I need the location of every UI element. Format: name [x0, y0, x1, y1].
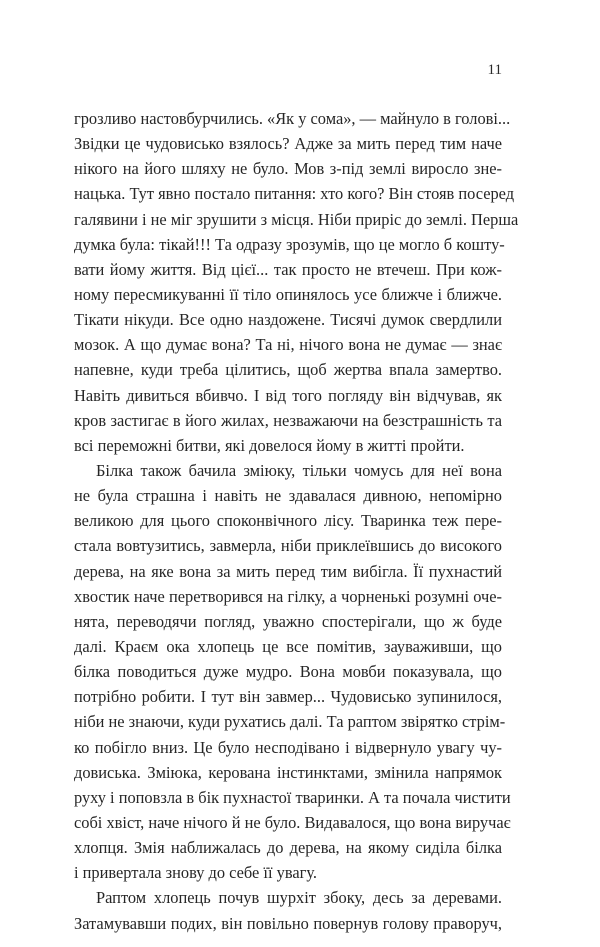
text-line: потрібно робити. І тут він завмер... Чудовисько зупинилося,: [74, 687, 502, 707]
text-line: всі переможні битви, які довелося йому в житті пройти.: [74, 435, 465, 455]
text-line: думка була: тікай!!! Та одразу зрозумів, що це могло б кошту-: [74, 234, 505, 254]
text-line: Навіть дивиться вбивчо. І від того погляду він відчував, як: [74, 385, 502, 405]
text-line: і привертала знову до себе її увагу.: [74, 863, 317, 883]
text-line: кров застигає в його жилах, незважаючи на безстрашність та: [74, 410, 502, 430]
text-line: мозок. А що думає вона? Та ні, нічого вона не думає — знає: [74, 335, 502, 355]
body-text: [74, 106, 519, 936]
text-line: вати йому життя. Від цієї... так просто не втечеш. При кож-: [74, 259, 502, 279]
text-line: хлопця. Змія наближалась до дерева, на якому сиділа білка: [74, 838, 502, 858]
text-line: Звідки це чудовисько взялось? Адже за мить перед тим наче: [74, 134, 502, 154]
text-line: собі хвіст, наче нічого й не було. Видавалося, що вона виручає: [74, 812, 511, 832]
text-line: ному пересмикуванні її тіло опинялось усе ближче і ближче.: [74, 284, 502, 304]
page-number: 11: [487, 62, 502, 78]
text-line: Раптом хлопець почув шурхіт збоку, десь за деревами.: [96, 888, 502, 908]
paragraph: [74, 885, 502, 935]
text-line: хвостик наче перетворився на гілку, а чорненькі розумні оче-: [74, 586, 502, 606]
text-line: білка поводиться дуже мудро. Вона мовби показувала, що: [74, 662, 502, 682]
text-line: руху і поповзла в бік пухнастої тваринки. А та почала чистити: [74, 787, 511, 807]
text-line: Білка також бачила зміюку, тільки чомусь для неї вона: [96, 460, 502, 480]
text-line: дерева, на яке вона за мить перед тим вибігла. Її пухнастий: [74, 561, 502, 581]
text-line: галявини і не міг зрушити з місця. Ніби приріс до землі. Перша: [74, 209, 519, 229]
text-line: напевне, куди треба цілитись, щоб жертва впала замертво.: [74, 360, 502, 380]
text-line: нята, переводячи погляд, уважно спостерігали, що ж буде: [74, 611, 502, 631]
text-line: Затамувавши подих, він повільно повернув голову праворуч,: [74, 913, 502, 933]
text-line: великою для цього споконвічного лісу. Тваринка теж пере-: [74, 511, 502, 531]
text-line: ко побігло вниз. Це було несподівано і відвернуло увагу чу-: [74, 737, 502, 757]
text-line: нікого на його шляху не було. Мов з-під землі виросло зне-: [74, 159, 502, 179]
text-line: далі. Краєм ока хлопець це все помітив, зауваживши, що: [74, 636, 502, 656]
paragraph: [74, 458, 511, 885]
text-line: нацька. Тут явно постало питання: хто кого? Він стояв посеред: [74, 184, 515, 204]
paragraph: [74, 106, 519, 458]
text-line: грозливо настовбурчились. «Як у сома», — майнуло в голові...: [74, 109, 511, 128]
text-line: ніби не знаючи, куди рухатись далі. Та раптом звірятко стрім-: [74, 712, 506, 732]
text-line: довиська. Змiюка, керована інстинктами, змінила напрямок: [74, 762, 502, 782]
text-line: Тікати нікуди. Все одно наздожене. Тисячі думок свердлили: [74, 310, 502, 330]
text-line: стала вовтузитись, завмерла, ніби приклеївшись до високого: [74, 536, 502, 556]
text-line: не була страшна і навіть не здавалася дивною, непомірно: [74, 486, 502, 506]
